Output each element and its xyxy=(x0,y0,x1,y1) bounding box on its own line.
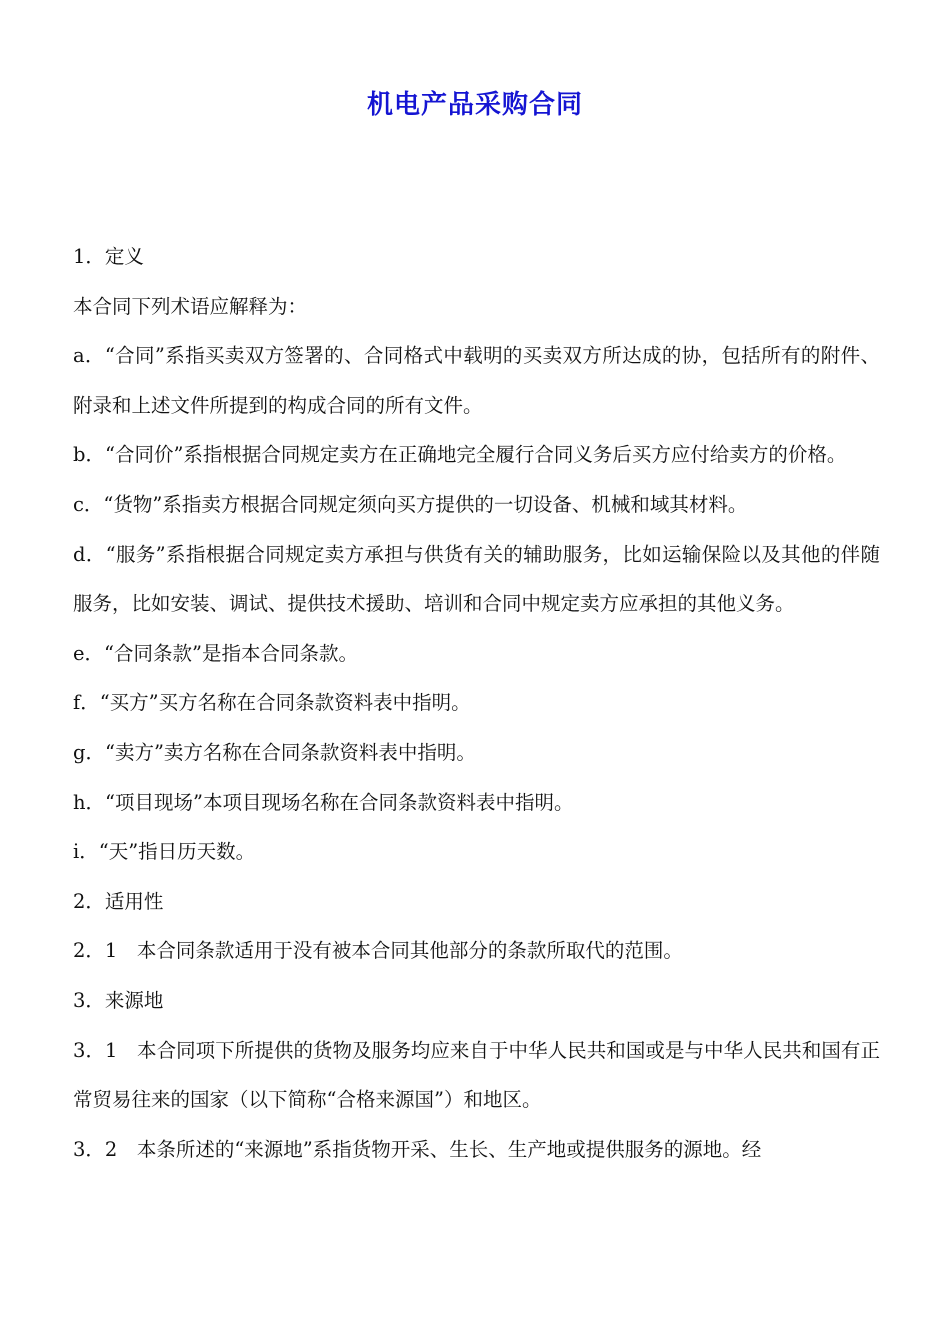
paragraph: 本合同下列术语应解释为： xyxy=(73,294,308,318)
definition-item: i．“天”指日历天数。 xyxy=(73,840,256,864)
section-heading: 2．适用性 xyxy=(73,889,164,913)
definition-item: e．“合同条款”是指本合同条款。 xyxy=(73,641,358,665)
document-body xyxy=(73,232,880,1174)
definition-item: a．“合同”系指买卖双方签署的、合同格式中载明的买卖双方所达成的协，包括所有的附件、附录和上述文件所提到的构成合同的所有文件。 xyxy=(73,344,880,417)
definition-item: b．“合同价”系指根据合同规定卖方在正确地完全履行合同义务后买方应付给卖方的价格。 xyxy=(73,443,847,467)
clause: 3．1 本合同项下所提供的货物及服务均应来自于中华人民共和国或是与中华人民共和国有正常贸易往来的国家（以下简称“合格来源国”）和地区。 xyxy=(73,1038,880,1112)
section-heading: 1．定义 xyxy=(73,245,144,268)
definition-item: d．“服务”系指根据合同规定卖方承担与供货有关的辅助服务，比如运输保险以及其他的伴随服务，比如安装、调试、提供技术援助、培训和合同中规定卖方应承担的其他义务。 xyxy=(73,542,880,616)
clause: 3．2 本条所述的“来源地”系指货物开采、生长、生产地或提供服务的源地。经 xyxy=(73,1137,762,1161)
clause: 2．1 本合同条款适用于没有被本合同其他部分的条款所取代的范围。 xyxy=(73,939,683,963)
document-title: 机电产品采购合同 xyxy=(366,90,583,120)
definition-item: f．“买方”买方名称在合同条款资料表中指明。 xyxy=(73,691,471,715)
section-heading: 3．来源地 xyxy=(73,988,164,1012)
definition-item: c．“货物”系指卖方根据合同规定须向买方提供的一切设备、机械和域其材料。 xyxy=(73,492,748,516)
definition-item: g．“卖方”卖方名称在合同条款资料表中指明。 xyxy=(73,740,476,764)
definition-item: h．“项目现场”本项目现场名称在合同条款资料表中指明。 xyxy=(73,790,574,814)
